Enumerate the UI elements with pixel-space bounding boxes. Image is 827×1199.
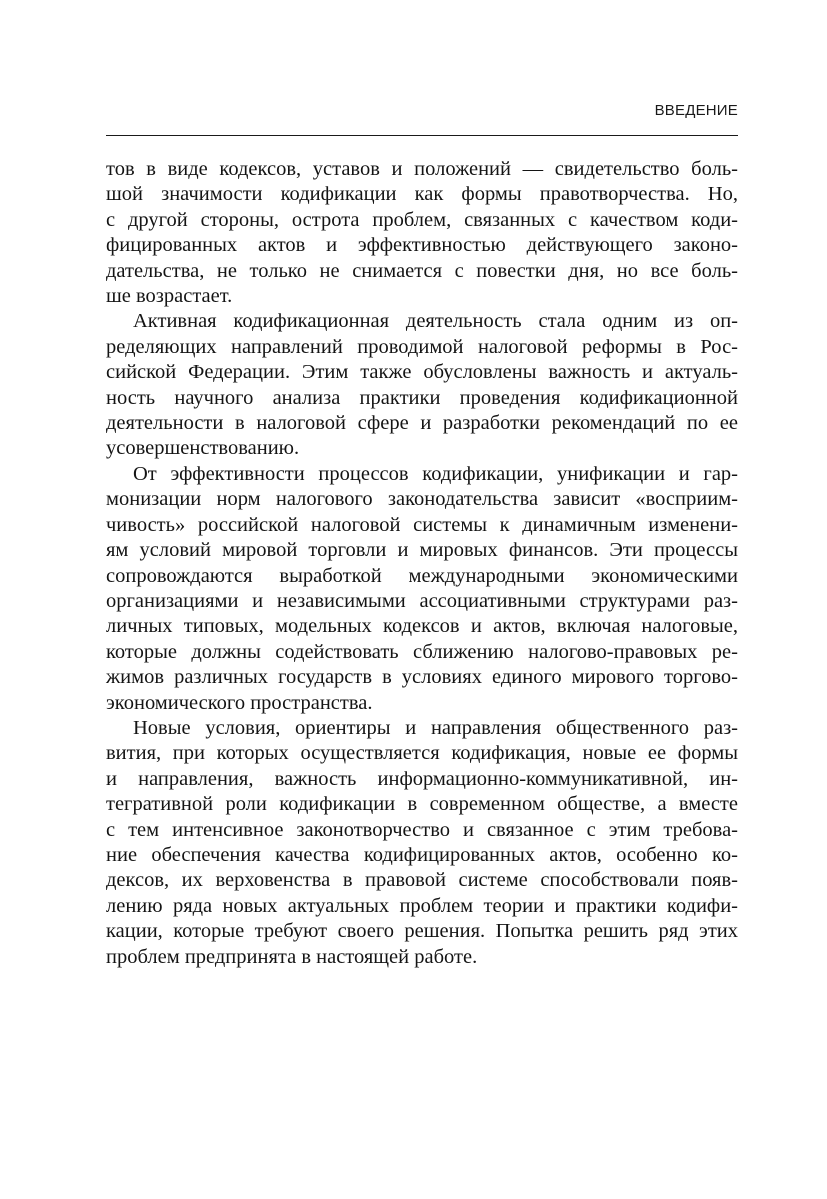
paragraph-2 [106, 309, 738, 461]
text-line: чивость» российской налоговой системы к динамичным изменени- [106, 513, 738, 536]
text-line: с тем интенсивное законотворчество и связанное с этим требова- [106, 818, 738, 841]
text-line: кации, которые требуют своего решения. Попытка решить ряд этих [106, 920, 738, 943]
text-line: тегративной роли кодификации в современном обществе, а вместе [106, 793, 738, 816]
text-line: и направления, важность информационно-коммуникативной, ин- [106, 767, 738, 790]
text-line: организациями и независимыми ассоциативными структурами раз- [106, 589, 738, 612]
paragraph-3 [106, 462, 738, 716]
text-line: дательства, не только не снимается с повестки дня, но все боль- [106, 259, 738, 282]
text-line: монизации норм налогового законодательства зависит «восприим- [106, 488, 738, 511]
text-line: ние обеспечения качества кодифицированных актов, особенно ко- [106, 843, 738, 866]
paragraph-1 [106, 157, 738, 309]
text-line: сийской Федерации. Этим также обусловлены важность и актуаль- [106, 361, 738, 384]
text-line: фицированных актов и эффективностью действующего законо- [106, 234, 738, 257]
paragraph-4 [106, 716, 738, 970]
text-line: Активная кодификационная деятельность стала одним из оп- [133, 310, 738, 333]
text-line: ше возрастает. [106, 285, 233, 308]
text-line: деятельности в налоговой сфере и разработки рекомендаций по ее [106, 412, 738, 435]
text-line: От эффективности процессов кодификации, унификации и гар- [133, 462, 738, 485]
text-line: проблем предпринята в настоящей работе. [106, 945, 478, 968]
text-line: личных типовых, модельных кодексов и актов, включая налоговые, [106, 615, 738, 638]
text-line: сопровождаются выработкой международными экономическими [106, 564, 738, 587]
text-line: вития, при которых осуществляется кодификация, новые ее формы [106, 742, 738, 765]
text-line: с другой стороны, острота проблем, связанных с качеством коди- [106, 208, 738, 231]
text-line: ям условий мировой торговли и мировых финансов. Эти процессы [106, 539, 738, 562]
text-line: ределяющих направлений проводимой налоговой реформы в Рос- [106, 335, 738, 358]
body-text [106, 157, 738, 970]
text-line: ность научного анализа практики проведения кодификационной [106, 386, 738, 409]
text-line: Новые условия, ориентиры и направления общественного раз- [133, 716, 738, 739]
text-line: тов в виде кодексов, уставов и положений — свидетельство боль- [106, 158, 738, 180]
running-head: ВВЕДЕНИЕ [654, 102, 738, 119]
text-line: жимов различных государств в условиях единого мирового торгово- [106, 666, 738, 689]
text-line: шой значимости кодификации как формы правотворчества. Но, [106, 183, 738, 206]
text-line: дексов, их верховенства в правовой системе способствовали появ- [106, 869, 738, 892]
text-line: лению ряда новых актуальных проблем теории и практики кодифи- [106, 894, 738, 917]
text-line: усовершенствованию. [106, 437, 300, 460]
header-rule [106, 135, 738, 136]
text-line: экономического пространства. [106, 691, 373, 714]
text-line: которые должны содействовать сближению налогово-правовых ре- [106, 640, 738, 663]
